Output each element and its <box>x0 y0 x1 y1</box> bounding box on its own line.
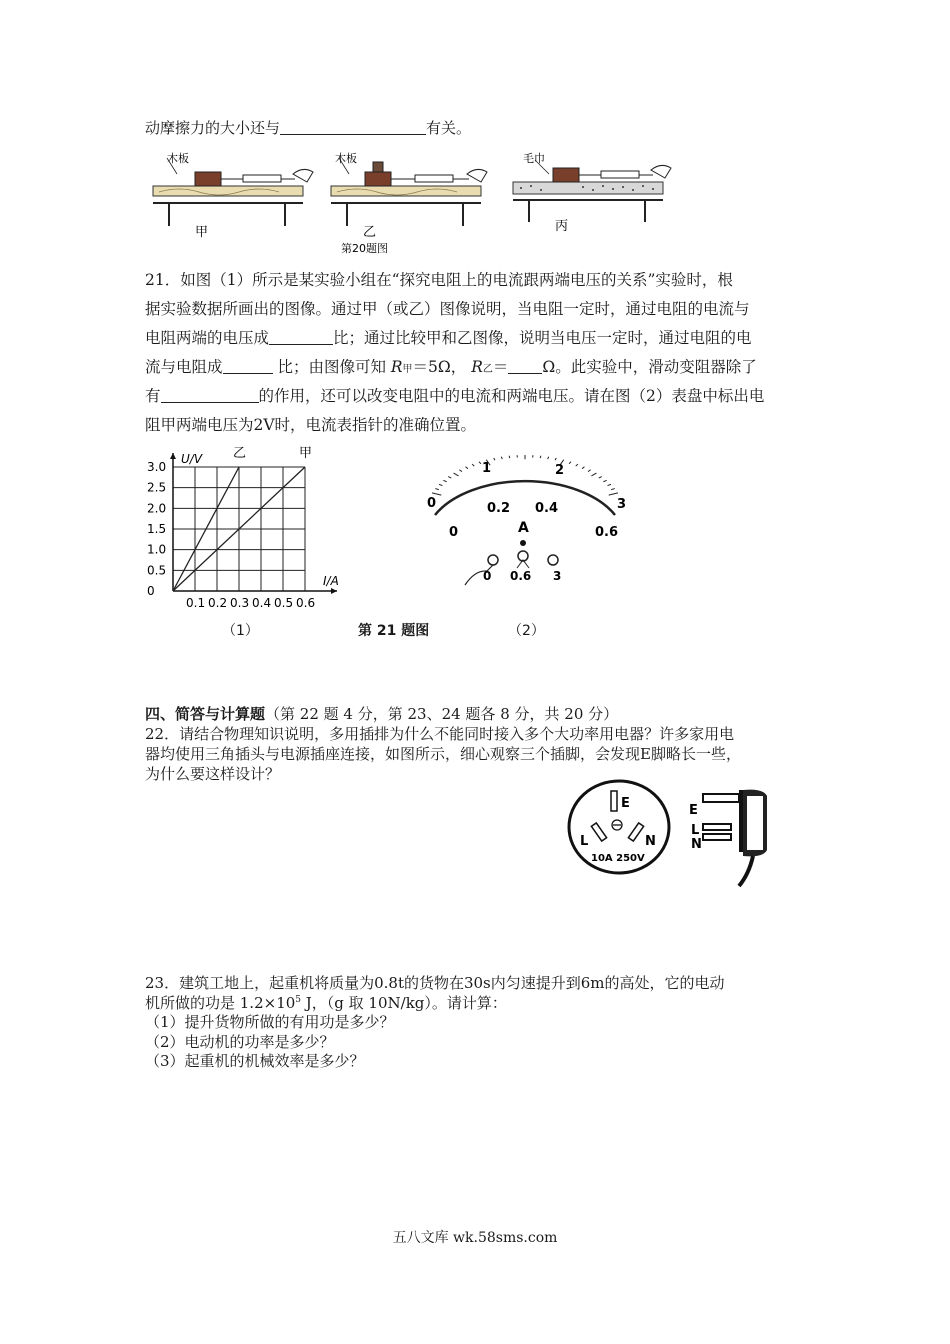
upper-scale-1: 1 <box>482 461 492 476</box>
terminal-label-0-6: 0.6 <box>510 569 532 583</box>
x-tick-label: 0.1 <box>186 596 206 610</box>
ammeter-tick <box>576 464 578 466</box>
y-tick-label: 0 <box>147 584 155 598</box>
ammeter-tick <box>443 480 446 481</box>
y-tick-label: 1.5 <box>147 522 167 536</box>
q21-line3: 电阻两端的电压成 比；通过比较甲和乙图像，说明当电压一定时，通过电阻的电 <box>145 329 752 347</box>
ammeter-tick <box>540 456 541 458</box>
ammeter-tick <box>448 477 451 479</box>
terminal-0[interactable] <box>488 555 498 565</box>
ammeter-tick <box>555 458 556 460</box>
upper-scale-3: 3 <box>617 497 627 512</box>
ammeter-tick <box>501 457 502 459</box>
terminal-3[interactable] <box>548 555 558 565</box>
socket-n-label: N <box>645 834 656 849</box>
ammeter-tick <box>472 464 474 466</box>
series-label-yi: 乙 <box>233 446 247 461</box>
ammeter-tick <box>432 493 441 495</box>
q21-line1: 21．如图（1）所示是某实验小组在“探究电阻上的电流跟两端电压的关系”实验时，根 <box>145 271 733 289</box>
q23-sub1: （1）提升货物所做的有用功是多少？ <box>145 1013 395 1031</box>
socket-e-label: E <box>621 796 630 811</box>
ammeter-tick <box>494 458 495 460</box>
ammeter-tick <box>459 470 462 472</box>
panel-jia-label: 甲 <box>195 225 209 240</box>
q21-line2: 据实验数据所画出的图像。通过甲（或乙）图像说明，当电阻一定时，通过电阻的电流与 <box>145 300 750 318</box>
ammeter-tick <box>548 457 549 459</box>
q21-line5: 有 的作用，还可以改变电阻中的电流和两端电压。请在图（2）表盘中标出电 <box>145 387 765 405</box>
ammeter-tick <box>608 484 611 485</box>
x-tick-label: 0.4 <box>252 596 272 610</box>
y-tick-label: 2.5 <box>147 480 167 495</box>
ammeter-tick <box>479 462 481 464</box>
ammeter-tick <box>588 470 591 472</box>
x-tick-label: 0.2 <box>208 596 228 610</box>
terminal-label-3: 3 <box>553 569 562 583</box>
socket-rating: 10A 250V <box>591 853 645 864</box>
figure-20-caption: 第20题图 <box>341 242 388 255</box>
q23-line1: 23．建筑工地上，起重机将质量为0.8t的货物在30s内匀速提升到6m的高处，它的电动 <box>145 974 725 992</box>
x-axis-label: I/A <box>323 574 339 588</box>
panel-yi-label: 乙 <box>363 225 377 240</box>
fig2-label: （2） <box>508 623 545 639</box>
ammeter-tick <box>435 489 439 490</box>
ammeter-tick <box>439 484 442 485</box>
ammeter-tick <box>603 480 606 481</box>
plug-n-label: N <box>691 837 702 852</box>
plug-e-label: E <box>689 803 698 818</box>
q23-sub3: （3）起重机的机械效率是多少？ <box>145 1052 365 1070</box>
lower-scale-0-4: 0.4 <box>535 501 559 516</box>
q23-sub2: （2）电动机的功率是多少？ <box>145 1033 335 1051</box>
y-axis-arrow <box>170 453 176 459</box>
q22-line3: 为什么要这样设计？ <box>145 765 281 783</box>
ammeter-tick <box>611 489 615 490</box>
socket-figure <box>565 777 675 879</box>
pivot-dot <box>520 540 526 546</box>
y-tick-label: 2.0 <box>147 501 167 516</box>
figure-21-caption: 第 21 题图 <box>358 623 430 639</box>
ui-graph <box>145 446 360 616</box>
panel-bing-label: 丙 <box>555 219 569 234</box>
plug-l-label: L <box>691 823 700 838</box>
series-label-jia: 甲 <box>299 446 313 461</box>
q21-line4: 流与电阻成 比；由图像可知 R甲＝5Ω， R乙＝ Ω。此实验中，滑动变阻器除了 <box>145 358 757 376</box>
y-tick-label: 3.0 <box>147 460 167 474</box>
q22-line2: 器均使用三角插头与电源插座连接，如图所示，细心观察三个插脚，会发现E脚略长一些， <box>145 745 741 763</box>
lower-scale-0: 0 <box>449 525 459 540</box>
q21-line6: 阻甲两端电压为2V时，电流表指针的准确位置。 <box>145 416 477 434</box>
upper-scale-0: 0 <box>427 496 437 511</box>
ammeter-tick <box>509 456 510 458</box>
label-board-2: 木板 <box>335 152 357 165</box>
fig1-label: （1） <box>222 623 259 639</box>
q22-line1: 22．请结合物理知识说明，多用插排为什么不能同时接入多个大功率用电器？许多家用电 <box>145 725 735 743</box>
x-tick-label: 0.5 <box>274 596 294 610</box>
q21-blank-1[interactable] <box>269 329 333 346</box>
x-tick-label: 0.6 <box>296 596 316 610</box>
q21-blank-2[interactable] <box>223 358 273 375</box>
ammeter-tick <box>454 473 459 476</box>
figure-20-panel-jia <box>153 151 313 240</box>
y-axis-label: U/V <box>181 452 203 466</box>
lower-scale-0-6: 0.6 <box>595 525 619 540</box>
q20-blank[interactable] <box>280 119 426 135</box>
q23-line2: 机所做的功是 $1.2\times 10^5$ J，（g 取 10N/kg）。请计算： <box>145 994 507 1012</box>
ammeter-tick <box>466 467 468 469</box>
y-tick-label: 1.0 <box>147 542 167 557</box>
ammeter-tick <box>569 462 571 464</box>
ammeter-tick <box>599 477 602 479</box>
ammeter-dial <box>415 450 635 590</box>
lower-scale-0-2: 0.2 <box>487 501 511 516</box>
footer: 五八文库 wk.58sms.com <box>392 1230 558 1246</box>
ammeter-arc <box>435 481 615 515</box>
x-axis-arrow <box>331 588 337 594</box>
q21-blank-4[interactable] <box>161 387 259 404</box>
figure-20-panel-bing <box>505 148 680 240</box>
q20-tail: 动摩擦力的大小还与 有关。 <box>145 119 472 137</box>
socket-l-label: L <box>580 834 589 849</box>
plug-figure <box>683 782 783 890</box>
y-tick-label: 0.5 <box>147 563 167 578</box>
q21-blank-3[interactable] <box>508 358 542 375</box>
label-board-1: 木板 <box>167 152 189 165</box>
ammeter-tick <box>591 473 596 476</box>
ammeter-tick <box>582 467 584 469</box>
terminal-label-0: 0 <box>483 569 492 583</box>
upper-scale-2: 2 <box>555 463 565 478</box>
label-towel: 毛巾 <box>523 152 545 165</box>
x-tick-label: 0.3 <box>230 596 250 610</box>
ammeter-tick <box>609 493 618 495</box>
figure-20-panel-yi <box>331 151 487 255</box>
section4-heading: 四、简答与计算题（第 22 题 4 分，第 23、24 题各 8 分，共 20 分） <box>145 705 619 723</box>
figure-20 <box>145 148 490 260</box>
ammeter-unit: A <box>518 520 529 536</box>
